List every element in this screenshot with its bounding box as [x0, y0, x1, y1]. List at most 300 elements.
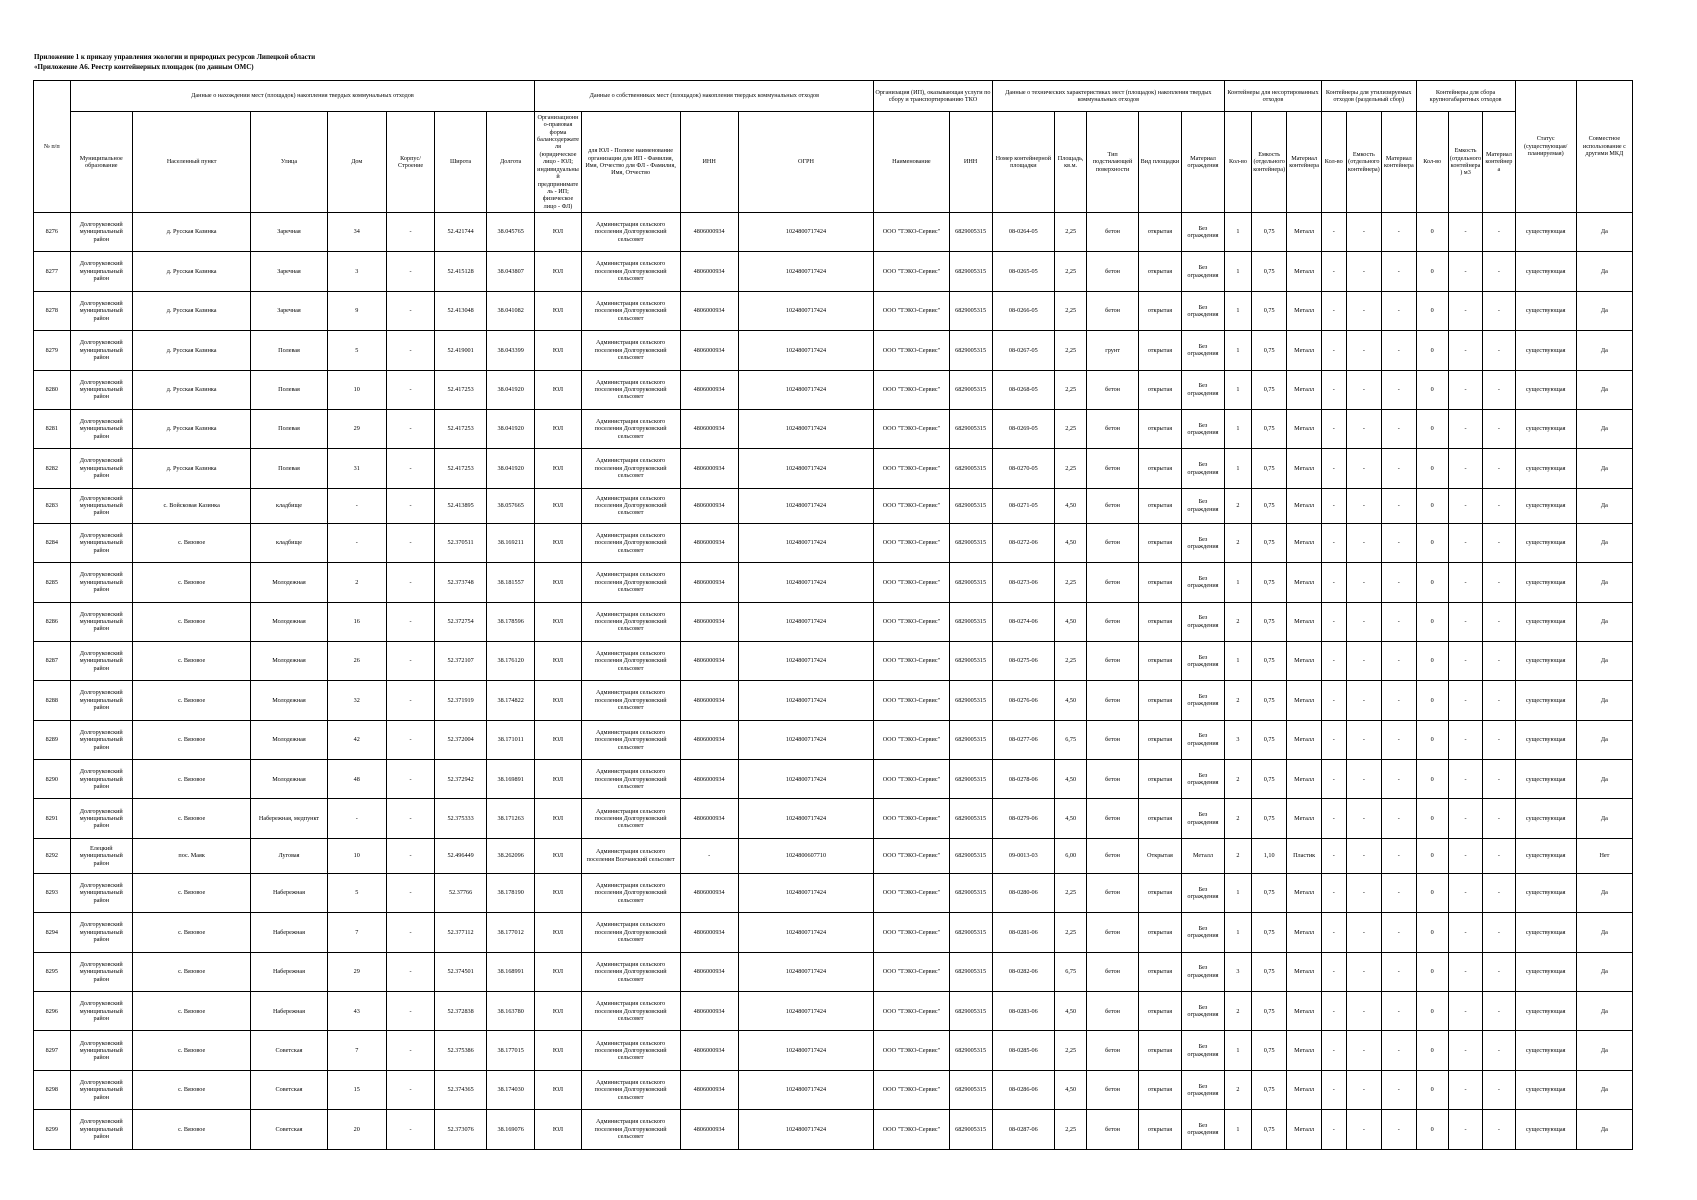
table-body [34, 213, 1633, 1150]
table-cell: - [1346, 799, 1382, 838]
table-cell: ООО "ТЭКО-Сервис" [874, 760, 949, 799]
table-cell: - [1483, 409, 1515, 448]
table-cell: 6829005315 [949, 1031, 992, 1070]
table-cell: 6829005315 [949, 873, 992, 912]
table-cell: 1 [1225, 641, 1252, 680]
table-cell: - [1448, 992, 1482, 1031]
table-cell: - [1483, 449, 1515, 488]
header-group-operator: Организация (ИП), оказывающая услуги по сбору и транспортированию ТКО [874, 81, 992, 112]
table-cell: 52.419001 [435, 331, 487, 370]
title-line-2: «Приложение А6. Реестр контейнерных площадок (по данным ОМС) [34, 63, 254, 71]
table-cell: 4806000934 [680, 913, 738, 952]
table-cell: Молодежная [251, 563, 327, 602]
table-cell: Без ограждения [1181, 252, 1224, 291]
table-cell: 0,75 [1251, 409, 1287, 448]
table-cell: - [1448, 488, 1482, 523]
header-status: Статус (существующая/ планируемая) [1515, 81, 1576, 213]
table-cell: д. Русская Казинка [132, 252, 250, 291]
table-cell: бетон [1087, 409, 1139, 448]
table-cell: - [1382, 1070, 1416, 1109]
table-cell: Администрация сельского поселения Долгоруковский сельсовет [581, 252, 680, 291]
table-cell: 0 [1416, 913, 1448, 952]
table-cell: 0,75 [1251, 1031, 1287, 1070]
table-cell: - [1382, 873, 1416, 912]
table-cell: - [1382, 370, 1416, 409]
table-cell: 52.372004 [435, 720, 487, 759]
table-cell: 38.041082 [486, 291, 534, 330]
table-cell: Без ограждения [1181, 291, 1224, 330]
table-row [34, 799, 1633, 838]
table-cell: Администрация сельского поселения Долгоруковский сельсовет [581, 913, 680, 952]
table-cell: 2 [1225, 992, 1252, 1031]
table-cell: Да [1576, 488, 1632, 523]
table-cell: - [386, 681, 434, 720]
table-cell: ООО "ТЭКО-Сервис" [874, 641, 949, 680]
table-cell: - [1321, 252, 1346, 291]
table-cell: 8298 [34, 1070, 71, 1109]
table-cell: с. Вязовое [132, 720, 250, 759]
header-op-name: Наименование [874, 112, 949, 213]
table-cell: - [1382, 838, 1416, 873]
table-cell: 6829005315 [949, 488, 992, 523]
table-cell: 0 [1416, 563, 1448, 602]
table-cell: Администрация сельского поселения Волчанский сельсовет [581, 838, 680, 873]
table-cell: существующая [1515, 873, 1576, 912]
table-cell: - [1382, 760, 1416, 799]
container-sites-registry-table [33, 80, 1633, 1150]
table-cell: - [1346, 838, 1382, 873]
table-cell: 52.372107 [435, 641, 487, 680]
table-cell: Да [1576, 602, 1632, 641]
table-cell: ЮЛ [535, 449, 581, 488]
table-cell: 0 [1416, 1070, 1448, 1109]
table-cell: 2 [1225, 799, 1252, 838]
table-cell: грунт [1087, 331, 1139, 370]
table-cell: 4806000934 [680, 602, 738, 641]
header-house: Дом [327, 112, 386, 213]
table-cell: Администрация сельского поселения Долгоруковский сельсовет [581, 1110, 680, 1149]
table-cell: Металл [1181, 838, 1224, 873]
table-cell: 1024800717424 [738, 331, 874, 370]
table-cell: 08-0276-06 [992, 681, 1054, 720]
table-cell: - [1321, 641, 1346, 680]
table-cell: Металл [1287, 213, 1321, 252]
table-cell: 0 [1416, 409, 1448, 448]
table-cell: 0 [1416, 523, 1448, 562]
header-owner-name: для ЮЛ - Полное наименование организации для ИП - Фамилия, Имя, Отчество для ФЛ - Фамилия, Имя, Отчество [581, 112, 680, 213]
table-cell: Без ограждения [1181, 799, 1224, 838]
table-cell: Администрация сельского поселения Долгоруковский сельсовет [581, 1070, 680, 1109]
table-cell: бетон [1087, 449, 1139, 488]
table-cell: 38.178190 [486, 873, 534, 912]
table-cell: Металл [1287, 760, 1321, 799]
table-cell: Молодежная [251, 681, 327, 720]
table-cell: 4,50 [1055, 799, 1087, 838]
table-cell: Металл [1287, 952, 1321, 991]
header-surface: Тип подстилающей поверхности [1087, 112, 1139, 213]
table-cell: с. Вязовое [132, 681, 250, 720]
table-cell: 8286 [34, 602, 71, 641]
table-cell: открытая [1138, 291, 1181, 330]
table-cell: - [1483, 1070, 1515, 1109]
table-cell: Металл [1287, 799, 1321, 838]
table-cell: 1 [1225, 252, 1252, 291]
header-ogrn: ОГРН [738, 112, 874, 213]
table-cell: 1024800717424 [738, 370, 874, 409]
table-row [34, 291, 1633, 330]
document-title [34, 52, 315, 72]
table-cell: Да [1576, 681, 1632, 720]
table-cell: 6829005315 [949, 602, 992, 641]
table-cell: - [386, 409, 434, 448]
table-cell: ООО "ТЭКО-Сервис" [874, 331, 949, 370]
table-cell: 08-0264-05 [992, 213, 1054, 252]
table-cell: открытая [1138, 213, 1181, 252]
table-cell: - [1382, 720, 1416, 759]
table-cell: Долгоруковский муниципальный район [70, 370, 132, 409]
table-cell: 26 [327, 641, 386, 680]
table-cell: 8283 [34, 488, 71, 523]
table-cell: 8297 [34, 1031, 71, 1070]
table-cell: 38.181557 [486, 563, 534, 602]
table-cell: ЮЛ [535, 488, 581, 523]
table-row [34, 873, 1633, 912]
table-cell: - [1382, 488, 1416, 523]
table-cell: существующая [1515, 449, 1576, 488]
table-cell: Администрация сельского поселения Долгоруковский сельсовет [581, 799, 680, 838]
table-cell: - [1448, 602, 1482, 641]
table-cell: 2,25 [1055, 370, 1087, 409]
table-cell: существующая [1515, 331, 1576, 370]
table-cell: 2,25 [1055, 873, 1087, 912]
table-cell: Администрация сельского поселения Долгоруковский сельсовет [581, 873, 680, 912]
table-cell: - [1346, 720, 1382, 759]
table-cell: Долгоруковский муниципальный район [70, 213, 132, 252]
table-cell: - [1382, 1110, 1416, 1149]
table-cell: 6829005315 [949, 370, 992, 409]
table-cell: - [1483, 913, 1515, 952]
table-cell: открытая [1138, 488, 1181, 523]
table-cell: - [1346, 523, 1382, 562]
table-cell: бетон [1087, 252, 1139, 291]
table-cell: 5 [327, 331, 386, 370]
table-cell: Набережная [251, 873, 327, 912]
table-cell: Советская [251, 1110, 327, 1149]
table-cell: Елецкий муниципальный район [70, 838, 132, 873]
table-cell: 0 [1416, 291, 1448, 330]
table-cell: ЮЛ [535, 641, 581, 680]
table-cell: Да [1576, 720, 1632, 759]
table-cell: бетон [1087, 641, 1139, 680]
table-cell: Без ограждения [1181, 992, 1224, 1031]
table-cell: - [1346, 449, 1382, 488]
table-cell: 8285 [34, 563, 71, 602]
table-cell: Администрация сельского поселения Долгоруковский сельсовет [581, 449, 680, 488]
table-cell: ЮЛ [535, 523, 581, 562]
table-cell: - [1382, 681, 1416, 720]
table-cell: 4,50 [1055, 523, 1087, 562]
header-b-count: Кол-во [1416, 112, 1448, 213]
header-group-assort: Контейнеры для несортированных отходов [1225, 81, 1322, 112]
table-cell: - [1321, 523, 1346, 562]
table-cell: ООО "ТЭКО-Сервис" [874, 252, 949, 291]
table-cell: 6829005315 [949, 992, 992, 1031]
table-cell: 1 [1225, 1031, 1252, 1070]
table-cell: 31 [327, 449, 386, 488]
table-cell: Без ограждения [1181, 760, 1224, 799]
table-cell: 08-0282-06 [992, 952, 1054, 991]
table-cell: с. Вязовое [132, 641, 250, 680]
table-cell: Да [1576, 641, 1632, 680]
table-cell: - [1483, 760, 1515, 799]
table-cell: - [1483, 641, 1515, 680]
table-cell: 1024800717424 [738, 291, 874, 330]
table-cell: Долгоруковский муниципальный район [70, 331, 132, 370]
table-cell: 52.371919 [435, 681, 487, 720]
table-cell: - [1346, 563, 1382, 602]
table-cell: 08-0270-05 [992, 449, 1054, 488]
table-cell: 1024800717424 [738, 449, 874, 488]
table-cell: - [386, 873, 434, 912]
table-cell: 42 [327, 720, 386, 759]
table-cell: 29 [327, 409, 386, 448]
table-cell: - [1321, 370, 1346, 409]
table-cell: существующая [1515, 488, 1576, 523]
table-cell: 8280 [34, 370, 71, 409]
table-cell: Долгоруковский муниципальный район [70, 1110, 132, 1149]
table-cell: 1024800717424 [738, 913, 874, 952]
table-cell: - [386, 563, 434, 602]
table-cell: Пластик [1287, 838, 1321, 873]
table-cell: Да [1576, 409, 1632, 448]
table-cell: Да [1576, 213, 1632, 252]
table-cell: кладбище [251, 523, 327, 562]
table-cell: 08-0279-06 [992, 799, 1054, 838]
table-cell: 0,75 [1251, 488, 1287, 523]
table-cell: Долгоруковский муниципальный район [70, 913, 132, 952]
table-cell: открытая [1138, 641, 1181, 680]
table-cell: - [1346, 873, 1382, 912]
table-cell: 7 [327, 1031, 386, 1070]
table-cell: 2,25 [1055, 1031, 1087, 1070]
table-cell: 6829005315 [949, 720, 992, 759]
table-cell: ЮЛ [535, 873, 581, 912]
table-cell: 1024800717424 [738, 760, 874, 799]
table-cell: 09-0013-03 [992, 838, 1054, 873]
table-row [34, 213, 1633, 252]
table-cell: 1 [1225, 331, 1252, 370]
table-cell: 52.375386 [435, 1031, 487, 1070]
table-cell: существующая [1515, 523, 1576, 562]
table-cell: - [1346, 1031, 1382, 1070]
table-cell: бетон [1087, 799, 1139, 838]
table-cell: - [1321, 488, 1346, 523]
table-cell: - [1483, 1031, 1515, 1070]
table-cell: - [1321, 992, 1346, 1031]
header-building: Корпус/Строение [386, 112, 434, 213]
table-cell: - [1448, 1110, 1482, 1149]
table-cell: Металл [1287, 913, 1321, 952]
table-cell: 52.374501 [435, 952, 487, 991]
table-cell: 38.041920 [486, 409, 534, 448]
table-cell: 2,25 [1055, 449, 1087, 488]
table-cell: Да [1576, 370, 1632, 409]
table-cell: Да [1576, 291, 1632, 330]
table-cell: существующая [1515, 681, 1576, 720]
table-cell: Да [1576, 523, 1632, 562]
table-cell: ООО "ТЭКО-Сервис" [874, 1031, 949, 1070]
table-cell: - [1448, 409, 1482, 448]
table-row [34, 523, 1633, 562]
table-cell: 0 [1416, 488, 1448, 523]
table-cell: 4806000934 [680, 799, 738, 838]
table-cell: с. Вязовое [132, 1110, 250, 1149]
table-cell: открытая [1138, 1031, 1181, 1070]
table-cell: Долгоруковский муниципальный район [70, 681, 132, 720]
table-cell: - [1483, 488, 1515, 523]
table-cell: 1024800717424 [738, 252, 874, 291]
table-cell: - [1321, 681, 1346, 720]
table-cell: 38.041920 [486, 449, 534, 488]
table-cell: открытая [1138, 449, 1181, 488]
table-cell: 08-0266-05 [992, 291, 1054, 330]
table-cell: бетон [1087, 1110, 1139, 1149]
table-cell: - [386, 523, 434, 562]
table-cell: Без ограждения [1181, 681, 1224, 720]
table-cell: 52.413048 [435, 291, 487, 330]
table-cell: Долгоруковский муниципальный район [70, 252, 132, 291]
table-cell: 4,50 [1055, 488, 1087, 523]
table-cell: с. Вязовое [132, 913, 250, 952]
table-cell: Без ограждения [1181, 331, 1224, 370]
table-cell: 2 [1225, 523, 1252, 562]
table-cell: 2 [1225, 681, 1252, 720]
table-cell: 08-0275-06 [992, 641, 1054, 680]
header-inn: ИНН [680, 112, 738, 213]
table-cell: 8299 [34, 1110, 71, 1149]
header-lat: Широта [435, 112, 487, 213]
table-cell: Полевая [251, 331, 327, 370]
table-cell: пос. Маяк [132, 838, 250, 873]
header-fence: Материал ограждения [1181, 112, 1224, 213]
table-cell: Металл [1287, 873, 1321, 912]
table-cell: - [1382, 252, 1416, 291]
table-cell: существующая [1515, 409, 1576, 448]
table-cell: 08-0280-06 [992, 873, 1054, 912]
table-cell: Долгоруковский муниципальный район [70, 291, 132, 330]
table-cell: - [327, 523, 386, 562]
table-cell: Металл [1287, 1070, 1321, 1109]
table-cell: 6,75 [1055, 720, 1087, 759]
table-cell: Администрация сельского поселения Долгоруковский сельсовет [581, 760, 680, 799]
table-cell: - [386, 252, 434, 291]
table-cell: существующая [1515, 213, 1576, 252]
table-cell: 2,25 [1055, 563, 1087, 602]
table-cell: ЮЛ [535, 799, 581, 838]
table-row [34, 992, 1633, 1031]
table-row [34, 449, 1633, 488]
table-cell: 1 [1225, 370, 1252, 409]
table-cell: Молодежная [251, 720, 327, 759]
table-cell: ООО "ТЭКО-Сервис" [874, 449, 949, 488]
table-cell: 08-0285-06 [992, 1031, 1054, 1070]
table-cell: 4806000934 [680, 681, 738, 720]
table-cell: 20 [327, 1110, 386, 1149]
table-cell: 2,25 [1055, 331, 1087, 370]
table-cell: 08-0286-06 [992, 1070, 1054, 1109]
table-cell: с. Вязовое [132, 563, 250, 602]
table-cell: - [1448, 523, 1482, 562]
table-cell: ООО "ТЭКО-Сервис" [874, 291, 949, 330]
table-cell: 4806000934 [680, 992, 738, 1031]
table-cell: 0 [1416, 213, 1448, 252]
table-cell: Долгоруковский муниципальный район [70, 449, 132, 488]
table-cell: - [1321, 602, 1346, 641]
table-cell: - [1483, 252, 1515, 291]
table-cell: 8289 [34, 720, 71, 759]
table-row [34, 331, 1633, 370]
table-cell: 0,75 [1251, 449, 1287, 488]
table-cell: открытая [1138, 913, 1181, 952]
table-cell: открытая [1138, 681, 1181, 720]
table-cell: 0,75 [1251, 370, 1287, 409]
table-cell: 08-0273-06 [992, 563, 1054, 602]
table-cell: - [1346, 1070, 1382, 1109]
table-cell: д. Русская Казинка [132, 370, 250, 409]
table-cell: - [386, 913, 434, 952]
table-cell: - [1321, 913, 1346, 952]
table-cell: 08-0274-06 [992, 602, 1054, 641]
table-cell: 0,75 [1251, 760, 1287, 799]
table-cell: - [1346, 913, 1382, 952]
table-cell: 52.37766 [435, 873, 487, 912]
table-cell: бетон [1087, 291, 1139, 330]
table-cell: 1 [1225, 563, 1252, 602]
table-cell: 8278 [34, 291, 71, 330]
table-cell: 52.370511 [435, 523, 487, 562]
table-cell: - [1321, 838, 1346, 873]
table-cell: ЮЛ [535, 913, 581, 952]
table-cell: 8287 [34, 641, 71, 680]
table-cell: 2 [1225, 760, 1252, 799]
table-cell: 1 [1225, 913, 1252, 952]
table-cell: Нет [1576, 838, 1632, 873]
table-cell: 1 [1225, 409, 1252, 448]
table-cell: 0,75 [1251, 681, 1287, 720]
table-cell: - [386, 952, 434, 991]
table-cell: 8279 [34, 331, 71, 370]
table-cell: 0 [1416, 449, 1448, 488]
table-cell: Без ограждения [1181, 449, 1224, 488]
table-cell: открытая [1138, 523, 1181, 562]
table-cell: - [1321, 760, 1346, 799]
table-cell: - [1448, 873, 1482, 912]
table-cell: - [386, 992, 434, 1031]
table-cell: - [1382, 799, 1416, 838]
table-cell: 1024800717424 [738, 720, 874, 759]
table-cell: 1 [1225, 449, 1252, 488]
table-cell: 4806000934 [680, 523, 738, 562]
table-cell: - [1321, 409, 1346, 448]
table-cell: 4,50 [1055, 760, 1087, 799]
table-cell: 1024800717424 [738, 213, 874, 252]
table-cell: ЮЛ [535, 563, 581, 602]
table-cell: открытая [1138, 992, 1181, 1031]
table-cell: 8294 [34, 913, 71, 952]
table-cell: Без ограждения [1181, 952, 1224, 991]
table-row [34, 720, 1633, 759]
header-mo: Муниципальное образование [70, 112, 132, 213]
